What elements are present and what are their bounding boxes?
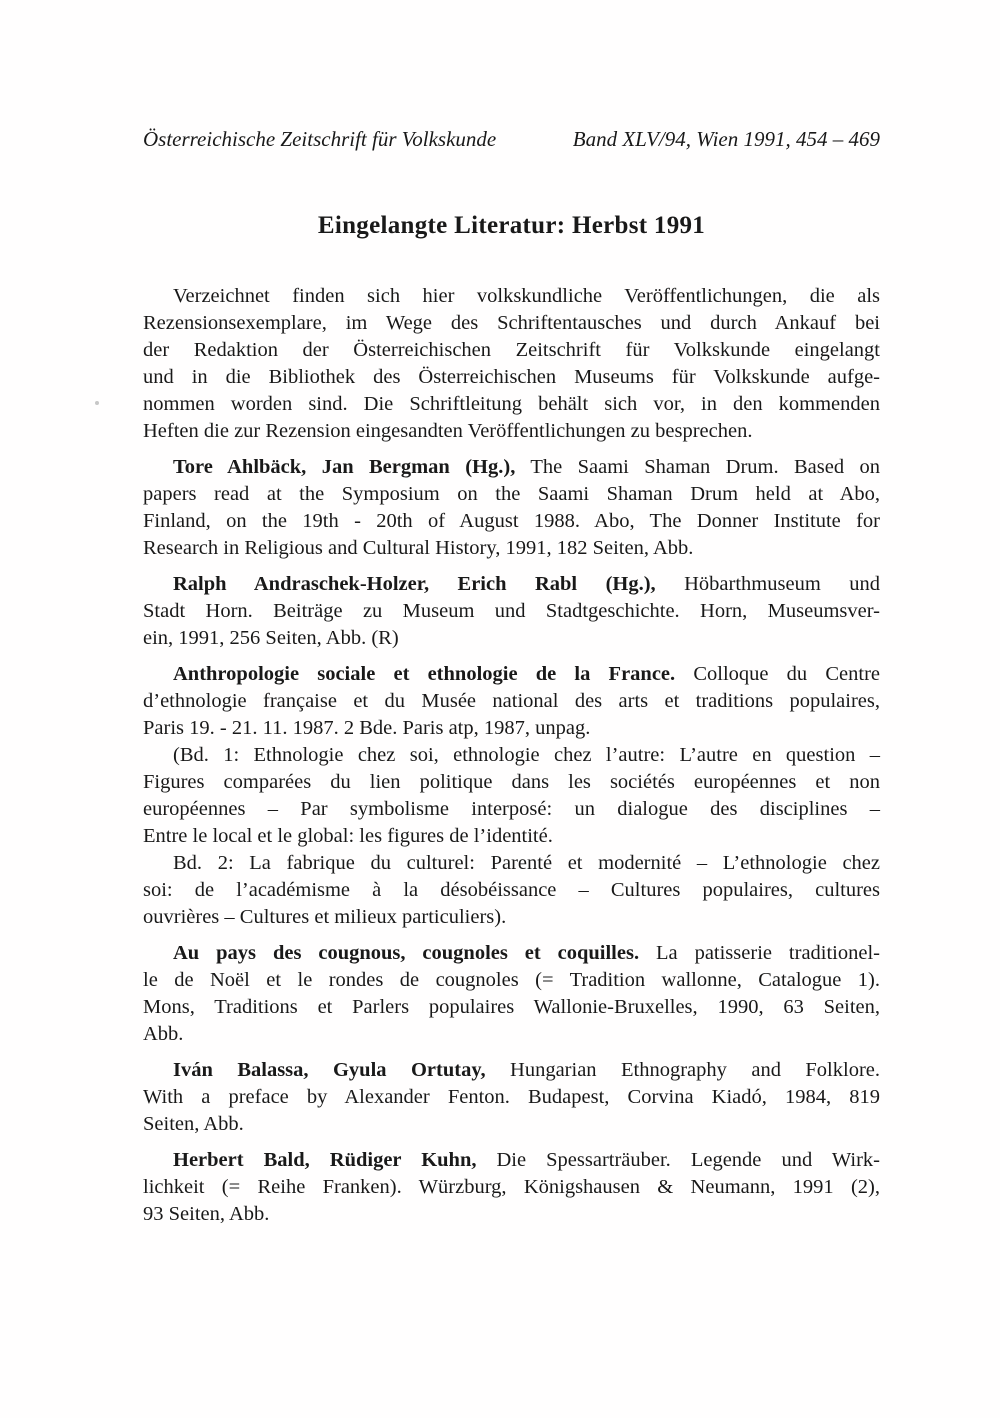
scan-artifact-dot bbox=[95, 401, 99, 405]
text-line: Stadt Horn. Beiträge zu Museum und Stadtgeschichte. Horn, Museumsver- bbox=[143, 600, 880, 622]
text-line: Research in Religious and Cultural History, 1991, 182 Seiten, Abb. bbox=[143, 537, 694, 559]
body-text bbox=[143, 283, 880, 1228]
text-line: Finland, on the 19th - 20th of August 1988. Abo, The Donner Institute for bbox=[143, 510, 880, 532]
text-line: Paris 19. - 21. 11. 1987. 2 Bde. Paris atp, 1987, unpag. bbox=[143, 717, 591, 739]
text-line: ein, 1991, 256 Seiten, Abb. (R) bbox=[143, 627, 399, 649]
text-line: (Bd. 1: Ethnologie chez soi, ethnologie chez l’autre: L’autre en question – bbox=[173, 744, 880, 766]
bibliography-entry-anthropologie-bd2 bbox=[143, 850, 880, 931]
text-line: Iván Balassa, Gyula Ortutay, Hungarian Ethnography and Folklore. bbox=[173, 1059, 880, 1081]
text-line: With a preface by Alexander Fenton. Budapest, Corvina Kiadó, 1984, 819 bbox=[143, 1086, 880, 1108]
bibliography-entry-cougnous bbox=[143, 940, 880, 1048]
text-line: Abb. bbox=[143, 1023, 184, 1045]
text-line: papers read at the Symposium on the Saami Shaman Drum held at Abo, bbox=[143, 483, 880, 505]
text-line: Mons, Traditions et Parlers populaires Wallonie-Bruxelles, 1990, 63 Seiten, bbox=[143, 996, 880, 1018]
text-line: ouvrières – Cultures et milieux particuliers). bbox=[143, 906, 507, 928]
bibliography-entry-anthropologie-bd1 bbox=[143, 742, 880, 850]
volume-info: Band XLV/94, Wien 1991, 454 – 469 bbox=[572, 127, 880, 151]
bibliography-entry-bald bbox=[143, 1147, 880, 1228]
text-line: soi: de l’académisme à la désobéissance – Cultures populaires, cultures bbox=[143, 879, 880, 901]
running-head bbox=[143, 0, 880, 152]
text-line: Bd. 2: La fabrique du culturel: Parenté et modernité – L’ethnologie chez bbox=[173, 852, 880, 874]
bibliography-entry-balassa bbox=[143, 1057, 880, 1138]
text-line: Herbert Bald, Rüdiger Kuhn, Die Spessarträuber. Legende und Wirk- bbox=[173, 1149, 880, 1171]
bibliography-entry-andraschek bbox=[143, 571, 880, 652]
text-line: Heften die zur Rezension eingesandten Veröffentlichungen zu besprechen. bbox=[143, 420, 753, 442]
bibliography-entry-ahlback bbox=[143, 454, 880, 562]
text-line: Tore Ahlbäck, Jan Bergman (Hg.), The Saami Shaman Drum. Based on bbox=[173, 456, 880, 478]
text-line: Verzeichnet finden sich hier volkskundliche Veröffentlichungen, die als bbox=[173, 285, 880, 307]
text-line: européennes – Par symbolisme interposé: un dialogue des disciplines – bbox=[143, 798, 880, 820]
page-title: Eingelangte Literatur: Herbst 1991 bbox=[317, 212, 706, 239]
intro-paragraph bbox=[143, 283, 880, 445]
text-line: Ralph Andraschek-Holzer, Erich Rabl (Hg.), Höbarthmuseum und bbox=[173, 573, 880, 595]
text-line: Anthropologie sociale et ethnologie de la France. Colloque du Centre bbox=[173, 663, 880, 685]
text-line: d’ethnologie française et du Musée national des arts et traditions populaires, bbox=[143, 690, 880, 712]
page-content bbox=[143, 0, 880, 1228]
text-line: Figures comparées du lien politique dans les sociétés européennes et non bbox=[143, 771, 880, 793]
text-line: der Redaktion der Österreichischen Zeitschrift für Volkskunde eingelangt bbox=[143, 339, 880, 361]
text-line: und in die Bibliothek des Österreichischen Museums für Volkskunde aufge- bbox=[143, 366, 880, 388]
text-line: le de Noël et le rondes de cougnoles (= Tradition wallonne, Catalogue 1). bbox=[143, 969, 880, 991]
text-line: 93 Seiten, Abb. bbox=[143, 1203, 270, 1225]
text-line: Seiten, Abb. bbox=[143, 1113, 244, 1135]
text-line: Entre le local et le global: les figures de l’identité. bbox=[143, 825, 553, 847]
text-line: Rezensionsexemplare, im Wege des Schriftentausches und durch Ankauf bei bbox=[143, 312, 880, 334]
journal-name: Österreichische Zeitschrift für Volkskunde bbox=[143, 127, 497, 151]
text-line: nommen worden sind. Die Schriftleitung behält sich vor, in den kommenden bbox=[143, 393, 880, 415]
text-line: lichkeit (= Reihe Franken). Würzburg, Königshausen & Neumann, 1991 (2), bbox=[143, 1176, 880, 1198]
bibliography-entry-anthropologie bbox=[143, 661, 880, 742]
text-line: Au pays des cougnous, cougnoles et coquilles. La patisserie traditionel- bbox=[173, 942, 880, 964]
